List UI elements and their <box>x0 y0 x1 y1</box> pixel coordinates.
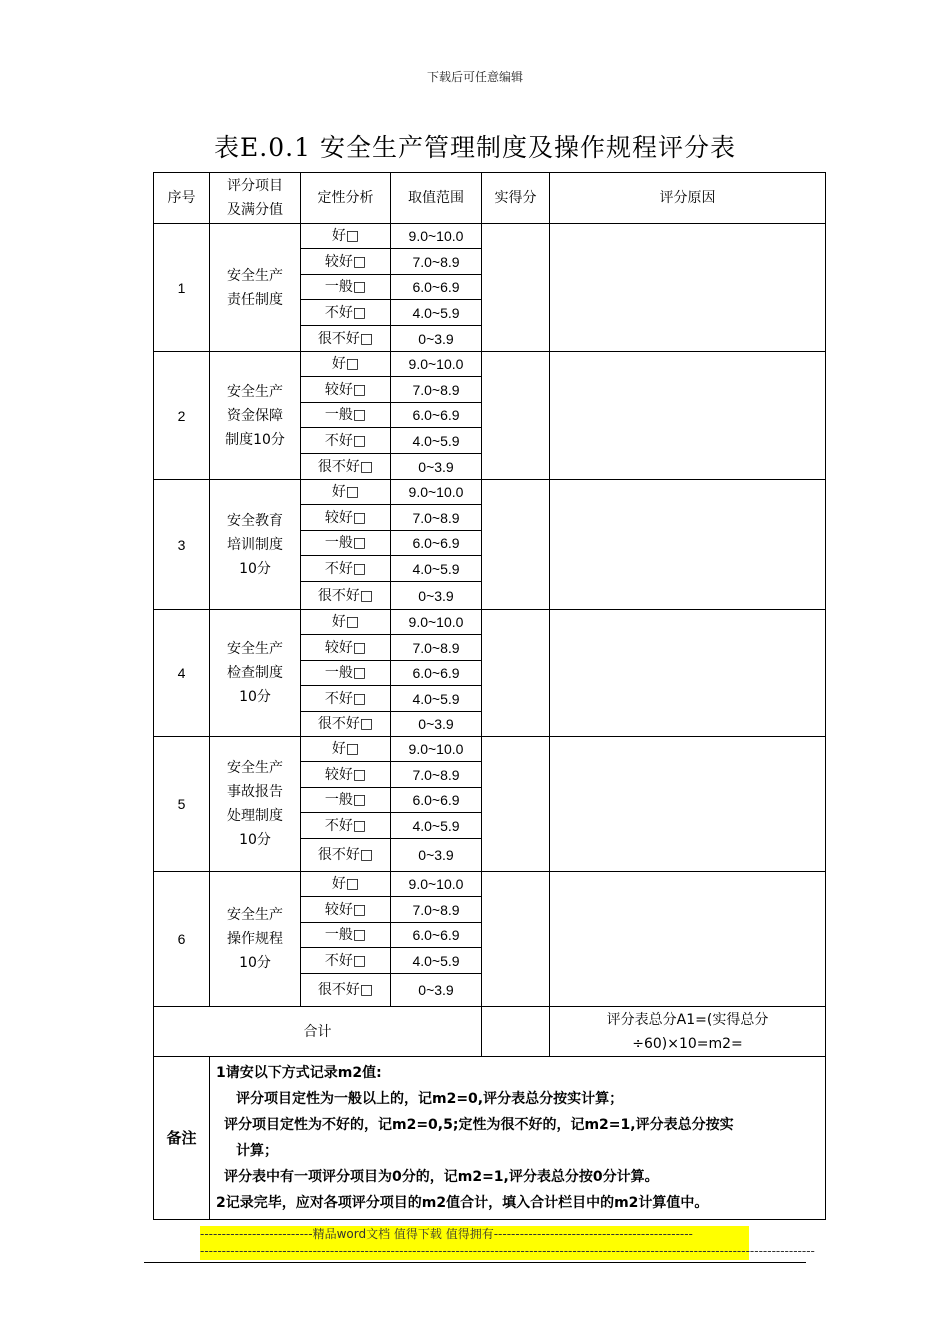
item-name-line: 操作规程 <box>227 931 283 947</box>
level-checkbox[interactable]: 不好□ <box>301 948 391 974</box>
item-name-line: 10分 <box>239 689 271 705</box>
item-name <box>210 224 301 352</box>
item-name-line: 10分 <box>239 955 271 971</box>
item-name-line: 处理制度 <box>227 808 283 824</box>
level-checkbox[interactable]: 较好□ <box>301 505 391 531</box>
header-note: 下载后可任意编辑 <box>426 70 523 84</box>
total-formula <box>550 1007 826 1057</box>
level-checkbox[interactable]: 很不好□ <box>301 454 391 480</box>
level-range: 7.0~8.9 <box>391 377 482 403</box>
header-reason: 评分原因 <box>550 173 826 224</box>
item-name-line: 责任制度 <box>227 291 283 308</box>
remark-line: 2记录完毕，应对各项评分项目的m2值合计，填入合计栏目中的m2计算值中。 <box>216 1195 709 1211</box>
level-range: 9.0~10.0 <box>391 737 482 762</box>
level-range: 4.0~5.9 <box>391 813 482 839</box>
level-checkbox[interactable]: 一般□ <box>301 531 391 556</box>
level-range: 9.0~10.0 <box>391 480 482 505</box>
level-range: 0~3.9 <box>391 712 482 737</box>
header-item-line2: 及满分值 <box>227 202 283 218</box>
item-seq: 3 <box>154 480 210 610</box>
reason-cell[interactable] <box>550 352 826 480</box>
item-name-line: 安全教育 <box>227 512 283 529</box>
remark-line: 评分项目定性为不好的，记m2=0,5;定性为很不好的，记m2=1,评分表总分按实 <box>224 1117 734 1133</box>
level-range: 0~3.9 <box>391 839 482 872</box>
table-row <box>154 872 826 897</box>
level-checkbox[interactable]: 很不好□ <box>301 582 391 610</box>
level-checkbox[interactable]: 好□ <box>301 480 391 505</box>
level-checkbox[interactable]: 很不好□ <box>301 326 391 352</box>
level-range: 6.0~6.9 <box>391 403 482 428</box>
level-checkbox[interactable]: 好□ <box>301 224 391 249</box>
level-range: 7.0~8.9 <box>391 249 482 275</box>
table-row <box>154 352 826 377</box>
level-range: 7.0~8.9 <box>391 635 482 661</box>
header-item-line1: 评分项目 <box>227 178 283 194</box>
total-row <box>154 1007 826 1057</box>
level-range: 9.0~10.0 <box>391 872 482 897</box>
item-seq: 5 <box>154 737 210 872</box>
level-checkbox[interactable]: 较好□ <box>301 762 391 788</box>
level-checkbox[interactable]: 较好□ <box>301 635 391 661</box>
header-range: 取值范围 <box>391 173 482 224</box>
header-seq: 序号 <box>154 173 210 224</box>
level-checkbox[interactable]: 不好□ <box>301 300 391 326</box>
item-name-line: 安全生产 <box>227 760 283 776</box>
item-name <box>210 352 301 480</box>
level-range: 6.0~6.9 <box>391 661 482 686</box>
footer-line1: --------------------------精品word文档 值得下载 值得拥有---------------------------------------------- <box>200 1227 693 1241</box>
level-checkbox[interactable]: 好□ <box>301 872 391 897</box>
remarks-body <box>210 1057 826 1220</box>
level-range: 4.0~5.9 <box>391 428 482 454</box>
remarks-label: 备注 <box>154 1057 210 1220</box>
item-name <box>210 872 301 1007</box>
level-range: 7.0~8.9 <box>391 897 482 923</box>
remark-line: 计算； <box>236 1143 278 1159</box>
level-checkbox[interactable]: 一般□ <box>301 275 391 300</box>
footer-line2: ---------------------------------------------------------------------------------------------------------------------------------------------- <box>200 1244 815 1258</box>
level-checkbox[interactable]: 不好□ <box>301 813 391 839</box>
level-checkbox[interactable]: 一般□ <box>301 661 391 686</box>
actual-score-cell[interactable] <box>482 610 550 737</box>
level-range: 0~3.9 <box>391 454 482 480</box>
level-checkbox[interactable]: 一般□ <box>301 403 391 428</box>
item-name-line: 安全生产 <box>227 383 283 400</box>
total-formula-line1: 评分表总分A1=(实得总分 <box>606 1011 769 1028</box>
level-checkbox[interactable]: 不好□ <box>301 556 391 582</box>
actual-score-cell[interactable] <box>482 224 550 352</box>
actual-score-cell[interactable] <box>482 352 550 480</box>
level-range: 6.0~6.9 <box>391 923 482 948</box>
total-actual-cell[interactable] <box>482 1007 550 1057</box>
item-name <box>210 610 301 737</box>
level-range: 7.0~8.9 <box>391 505 482 531</box>
item-seq: 1 <box>154 224 210 352</box>
level-range: 0~3.9 <box>391 582 482 610</box>
footer-banner <box>200 1226 815 1260</box>
level-range: 4.0~5.9 <box>391 948 482 974</box>
table-row <box>154 610 826 635</box>
score-table <box>153 172 826 1220</box>
level-checkbox[interactable]: 好□ <box>301 352 391 377</box>
reason-cell[interactable] <box>550 737 826 872</box>
level-checkbox[interactable]: 一般□ <box>301 923 391 948</box>
item-name-line: 检查制度 <box>227 665 283 681</box>
level-range: 9.0~10.0 <box>391 352 482 377</box>
level-checkbox[interactable]: 很不好□ <box>301 712 391 737</box>
level-range: 6.0~6.9 <box>391 275 482 300</box>
level-range: 0~3.9 <box>391 326 482 352</box>
document-title: 表E.0.1 安全生产管理制度及操作规程评分表 <box>214 133 736 162</box>
level-range: 6.0~6.9 <box>391 531 482 556</box>
level-range: 9.0~10.0 <box>391 224 482 249</box>
level-checkbox[interactable]: 很不好□ <box>301 974 391 1007</box>
item-name-line: 10分 <box>239 560 271 577</box>
item-name-line: 安全生产 <box>227 267 283 284</box>
item-seq: 4 <box>154 610 210 737</box>
footer-divider <box>144 1262 806 1263</box>
item-seq: 2 <box>154 352 210 480</box>
item-name-line: 制度10分 <box>225 431 285 448</box>
table-row <box>154 480 826 505</box>
table-header-row <box>154 173 826 224</box>
item-name-line: 资金保障 <box>227 407 283 424</box>
level-range: 4.0~5.9 <box>391 300 482 326</box>
item-name-line: 10分 <box>239 832 271 848</box>
remarks-row <box>154 1057 826 1220</box>
item-name-line: 安全生产 <box>227 641 283 657</box>
item-name-line: 培训制度 <box>227 536 283 553</box>
level-checkbox[interactable]: 不好□ <box>301 686 391 712</box>
header-qualitative: 定性分析 <box>301 173 391 224</box>
header-item <box>210 173 301 224</box>
item-name-line: 事故报告 <box>227 784 283 800</box>
level-checkbox[interactable]: 很不好□ <box>301 839 391 872</box>
level-checkbox[interactable]: 一般□ <box>301 788 391 813</box>
item-name <box>210 737 301 872</box>
item-name-line: 安全生产 <box>227 907 283 923</box>
remark-line: 评分项目定性为一般以上的，记m2=0,评分表总分按实计算； <box>236 1091 624 1107</box>
level-checkbox[interactable]: 较好□ <box>301 249 391 275</box>
level-range: 9.0~10.0 <box>391 610 482 635</box>
remark-line: 1请安以下方式记录m2值: <box>216 1065 382 1081</box>
level-range: 4.0~5.9 <box>391 686 482 712</box>
item-seq: 6 <box>154 872 210 1007</box>
reason-cell[interactable] <box>550 480 826 610</box>
level-checkbox[interactable]: 较好□ <box>301 377 391 403</box>
table-row <box>154 737 826 762</box>
total-label: 合计 <box>154 1007 482 1057</box>
level-range: 7.0~8.9 <box>391 762 482 788</box>
actual-score-cell[interactable] <box>482 872 550 1007</box>
level-checkbox[interactable]: 好□ <box>301 737 391 762</box>
total-formula-line2: ÷60)×10=m2= <box>632 1035 743 1052</box>
level-checkbox[interactable]: 不好□ <box>301 428 391 454</box>
level-checkbox[interactable]: 较好□ <box>301 897 391 923</box>
level-range: 0~3.9 <box>391 974 482 1007</box>
actual-score-cell[interactable] <box>482 737 550 872</box>
level-range: 4.0~5.9 <box>391 556 482 582</box>
level-checkbox[interactable]: 好□ <box>301 610 391 635</box>
table-row <box>154 224 826 249</box>
reason-cell[interactable] <box>550 610 826 737</box>
reason-cell[interactable] <box>550 872 826 1007</box>
actual-score-cell[interactable] <box>482 480 550 610</box>
level-range: 6.0~6.9 <box>391 788 482 813</box>
remark-line: 评分表中有一项评分项目为0分的，记m2=1,评分表总分按0分计算。 <box>224 1169 659 1185</box>
reason-cell[interactable] <box>550 224 826 352</box>
item-name <box>210 480 301 610</box>
header-actual: 实得分 <box>482 173 550 224</box>
